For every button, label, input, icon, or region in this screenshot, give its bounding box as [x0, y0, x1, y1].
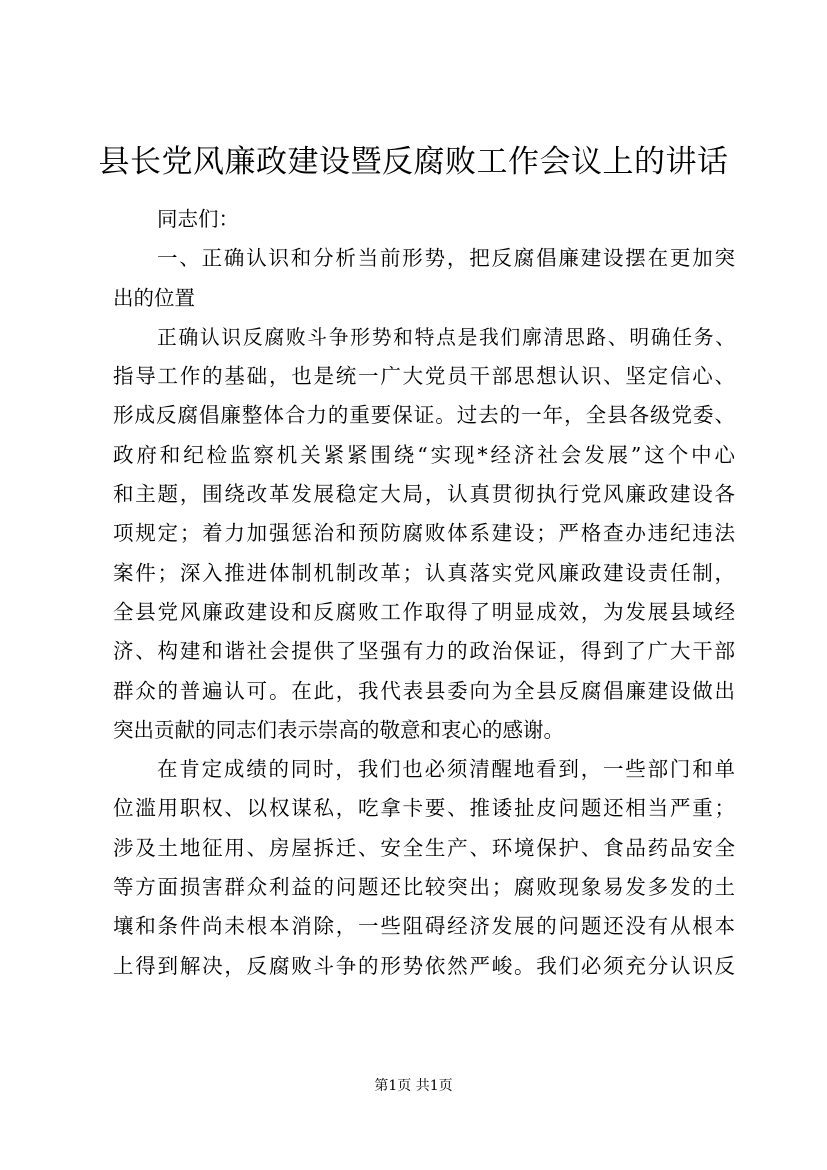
paragraph-1-line-4: 政府和纪检监察机关紧紧围绕“实现*经济社会发展”这个中心: [113, 442, 735, 467]
document-title: 县长党风廉政建设暨反腐败工作会议上的讲话: [98, 144, 729, 180]
salutation-line: 同志们：: [157, 207, 239, 231]
paragraph-1-line-9: 济、构建和谐社会提供了坚强有力的政治保证，得到了广大干部: [113, 639, 735, 664]
paragraph-2-line-1: 在肯定成绩的同时，我们也必须清醒地看到，一些部门和单: [157, 757, 735, 782]
paragraph-1-line-5: 和主题，围绕改革发展稳定大局，认真贯彻执行党风廉政建设各: [113, 482, 735, 507]
paragraph-1-line-1: 正确认识反腐败斗争形势和特点是我们廓清思路、明确任务、: [157, 325, 735, 349]
paragraph-2-line-5: 壤和条件尚未根本消除，一些阻碍经济发展的问题还没有从根本: [113, 914, 735, 939]
paragraph-2-line-3: 涉及土地征用、房屋拆迁、安全生产、环境保护、食品药品安全: [113, 835, 735, 860]
paragraph-2-line-4: 等方面损害群众利益的问题还比较突出；腐败现象易发多发的土: [113, 875, 735, 900]
paragraph-1-line-8: 全县党风廉政建设和反腐败工作取得了明显成效，为发展县域经: [113, 599, 735, 624]
page-footer: 第1页 共1页: [374, 1078, 453, 1094]
section-heading-line-2: 出的位置: [113, 285, 195, 310]
paragraph-2-line-2: 位滥用职权、以权谋私，吃拿卡要、推诿扯皮问题还相当严重；: [113, 796, 735, 821]
paragraph-1-line-6: 项规定；着力加强惩治和预防腐败体系建设；严格查办违纪违法: [113, 521, 735, 546]
paragraph-1-line-3: 形成反腐倡廉整体合力的重要保证。过去的一年，全县各级党委、: [113, 403, 735, 428]
paragraph-1-line-2: 指导工作的基础，也是统一广大党员干部思想认识、坚定信心、: [113, 364, 735, 389]
section-heading-line-1: 一、正确认识和分析当前形势，把反腐倡廉建设摆在更加突: [157, 246, 735, 271]
document-body: [113, 200, 735, 986]
paragraph-1-line-7: 案件；深入推进体制机制改革；认真落实党风廉政建设责任制，: [113, 560, 735, 585]
paragraph-1-line-10: 群众的普遍认可。在此，我代表县委向为全县反腐倡廉建设做出: [113, 678, 735, 703]
paragraph-2-line-6: 上得到解决，反腐败斗争的形势依然严峻。我们必须充分认识反: [113, 953, 735, 978]
paragraph-1-line-11: 突出贡献的同志们表示崇高的敬意和衷心的感谢。: [113, 717, 564, 742]
